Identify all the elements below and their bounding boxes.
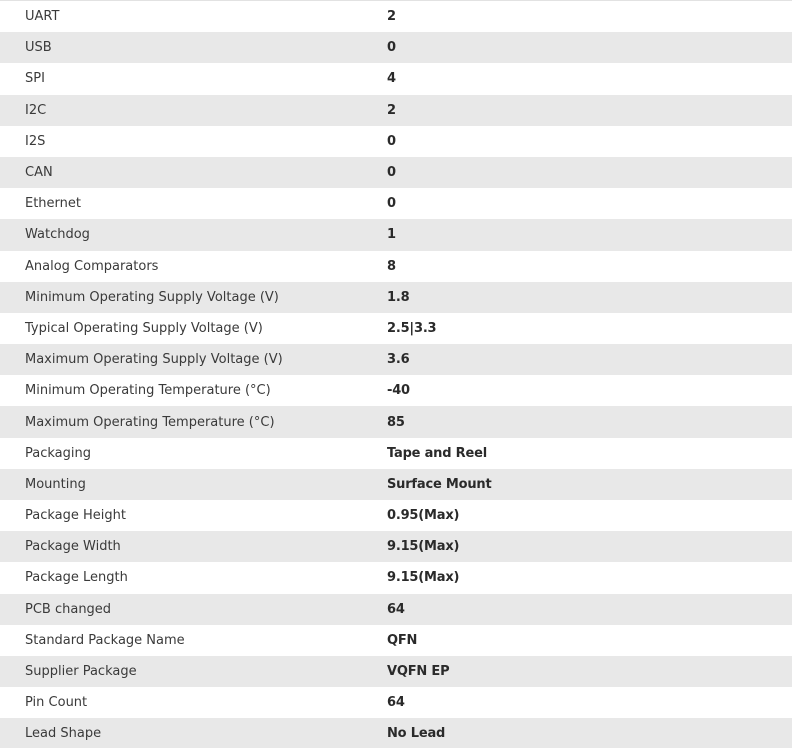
table-row (0, 188, 792, 219)
spec-value-i2c: 2 (387, 102, 396, 118)
spec-label-spi: SPI (25, 71, 45, 87)
spec-value-analog-comparators: 8 (387, 258, 396, 274)
spec-value-i2s: 0 (387, 133, 396, 149)
spec-label-mounting: Mounting (25, 476, 86, 492)
spec-label-usb: USB (25, 40, 52, 56)
spec-label-max-temperature: Maximum Operating Temperature (°C) (25, 414, 275, 430)
spec-value-standard-package-name: QFN (387, 632, 418, 648)
table-row (0, 375, 792, 406)
table-row (0, 1, 792, 32)
spec-value-lead-shape: No Lead (387, 726, 446, 742)
table-row (0, 656, 792, 687)
spec-label-i2s: I2S (25, 133, 46, 149)
table-row (0, 282, 792, 313)
spec-label-package-width: Package Width (25, 539, 121, 555)
table-row (0, 438, 792, 469)
spec-value-max-temperature: 85 (387, 414, 405, 430)
spec-value-min-supply-voltage: 1.8 (387, 289, 410, 305)
spec-value-pin-count: 64 (387, 695, 405, 711)
spec-label-analog-comparators: Analog Comparators (25, 258, 159, 274)
spec-label-min-supply-voltage: Minimum Operating Supply Voltage (V) (25, 289, 279, 305)
spec-label-can: CAN (25, 165, 53, 181)
table-row (0, 500, 792, 531)
spec-label-pcb-changed: PCB changed (25, 601, 112, 617)
spec-value-mounting: Surface Mount (387, 476, 492, 492)
spec-label-supplier-package: Supplier Package (25, 664, 137, 680)
spec-label-typical-supply-voltage: Typical Operating Supply Voltage (V) (25, 320, 263, 336)
spec-value-spi: 4 (387, 71, 396, 87)
spec-label-min-temperature: Minimum Operating Temperature (°C) (25, 383, 271, 399)
spec-value-max-supply-voltage: 3.6 (387, 352, 410, 368)
spec-label-pin-count: Pin Count (25, 695, 88, 711)
spec-value-watchdog: 1 (387, 227, 396, 243)
spec-label-watchdog: Watchdog (25, 227, 90, 243)
spec-value-uart: 2 (387, 9, 396, 25)
spec-value-typical-supply-voltage: 2.5|3.3 (387, 320, 437, 336)
spec-value-packaging: Tape and Reel (387, 445, 487, 461)
table-row (0, 126, 792, 157)
table-row (0, 531, 792, 562)
table-row (0, 344, 792, 375)
table-row (0, 95, 792, 126)
spec-value-pcb-changed: 64 (387, 601, 405, 617)
table-row (0, 562, 792, 593)
table-row (0, 718, 792, 748)
spec-label-package-height: Package Height (25, 508, 126, 524)
spec-label-ethernet: Ethernet (25, 196, 81, 212)
table-row (0, 219, 792, 250)
spec-label-max-supply-voltage: Maximum Operating Supply Voltage (V) (25, 352, 283, 368)
spec-label-standard-package-name: Standard Package Name (25, 632, 185, 648)
spec-value-can: 0 (387, 165, 396, 181)
spec-label-packaging: Packaging (25, 445, 91, 461)
table-row (0, 625, 792, 656)
table-row (0, 313, 792, 344)
spec-value-min-temperature: -40 (387, 383, 410, 399)
table-row (0, 687, 792, 718)
spec-value-supplier-package: VQFN EP (387, 664, 450, 680)
spec-label-package-length: Package Length (25, 570, 128, 586)
spec-label-uart: UART (25, 9, 60, 25)
table-row (0, 406, 792, 437)
spec-value-package-height: 0.95(Max) (387, 508, 460, 524)
table-row (0, 32, 792, 63)
spec-label-i2c: I2C (25, 102, 47, 118)
spec-value-package-length: 9.15(Max) (387, 570, 460, 586)
table-row (0, 157, 792, 188)
spec-value-ethernet: 0 (387, 196, 396, 212)
table-row (0, 469, 792, 500)
spec-label-lead-shape: Lead Shape (25, 726, 102, 742)
table-row (0, 63, 792, 94)
table-row (0, 251, 792, 282)
spec-value-package-width: 9.15(Max) (387, 539, 460, 555)
table-row (0, 594, 792, 625)
spec-value-usb: 0 (387, 40, 396, 56)
